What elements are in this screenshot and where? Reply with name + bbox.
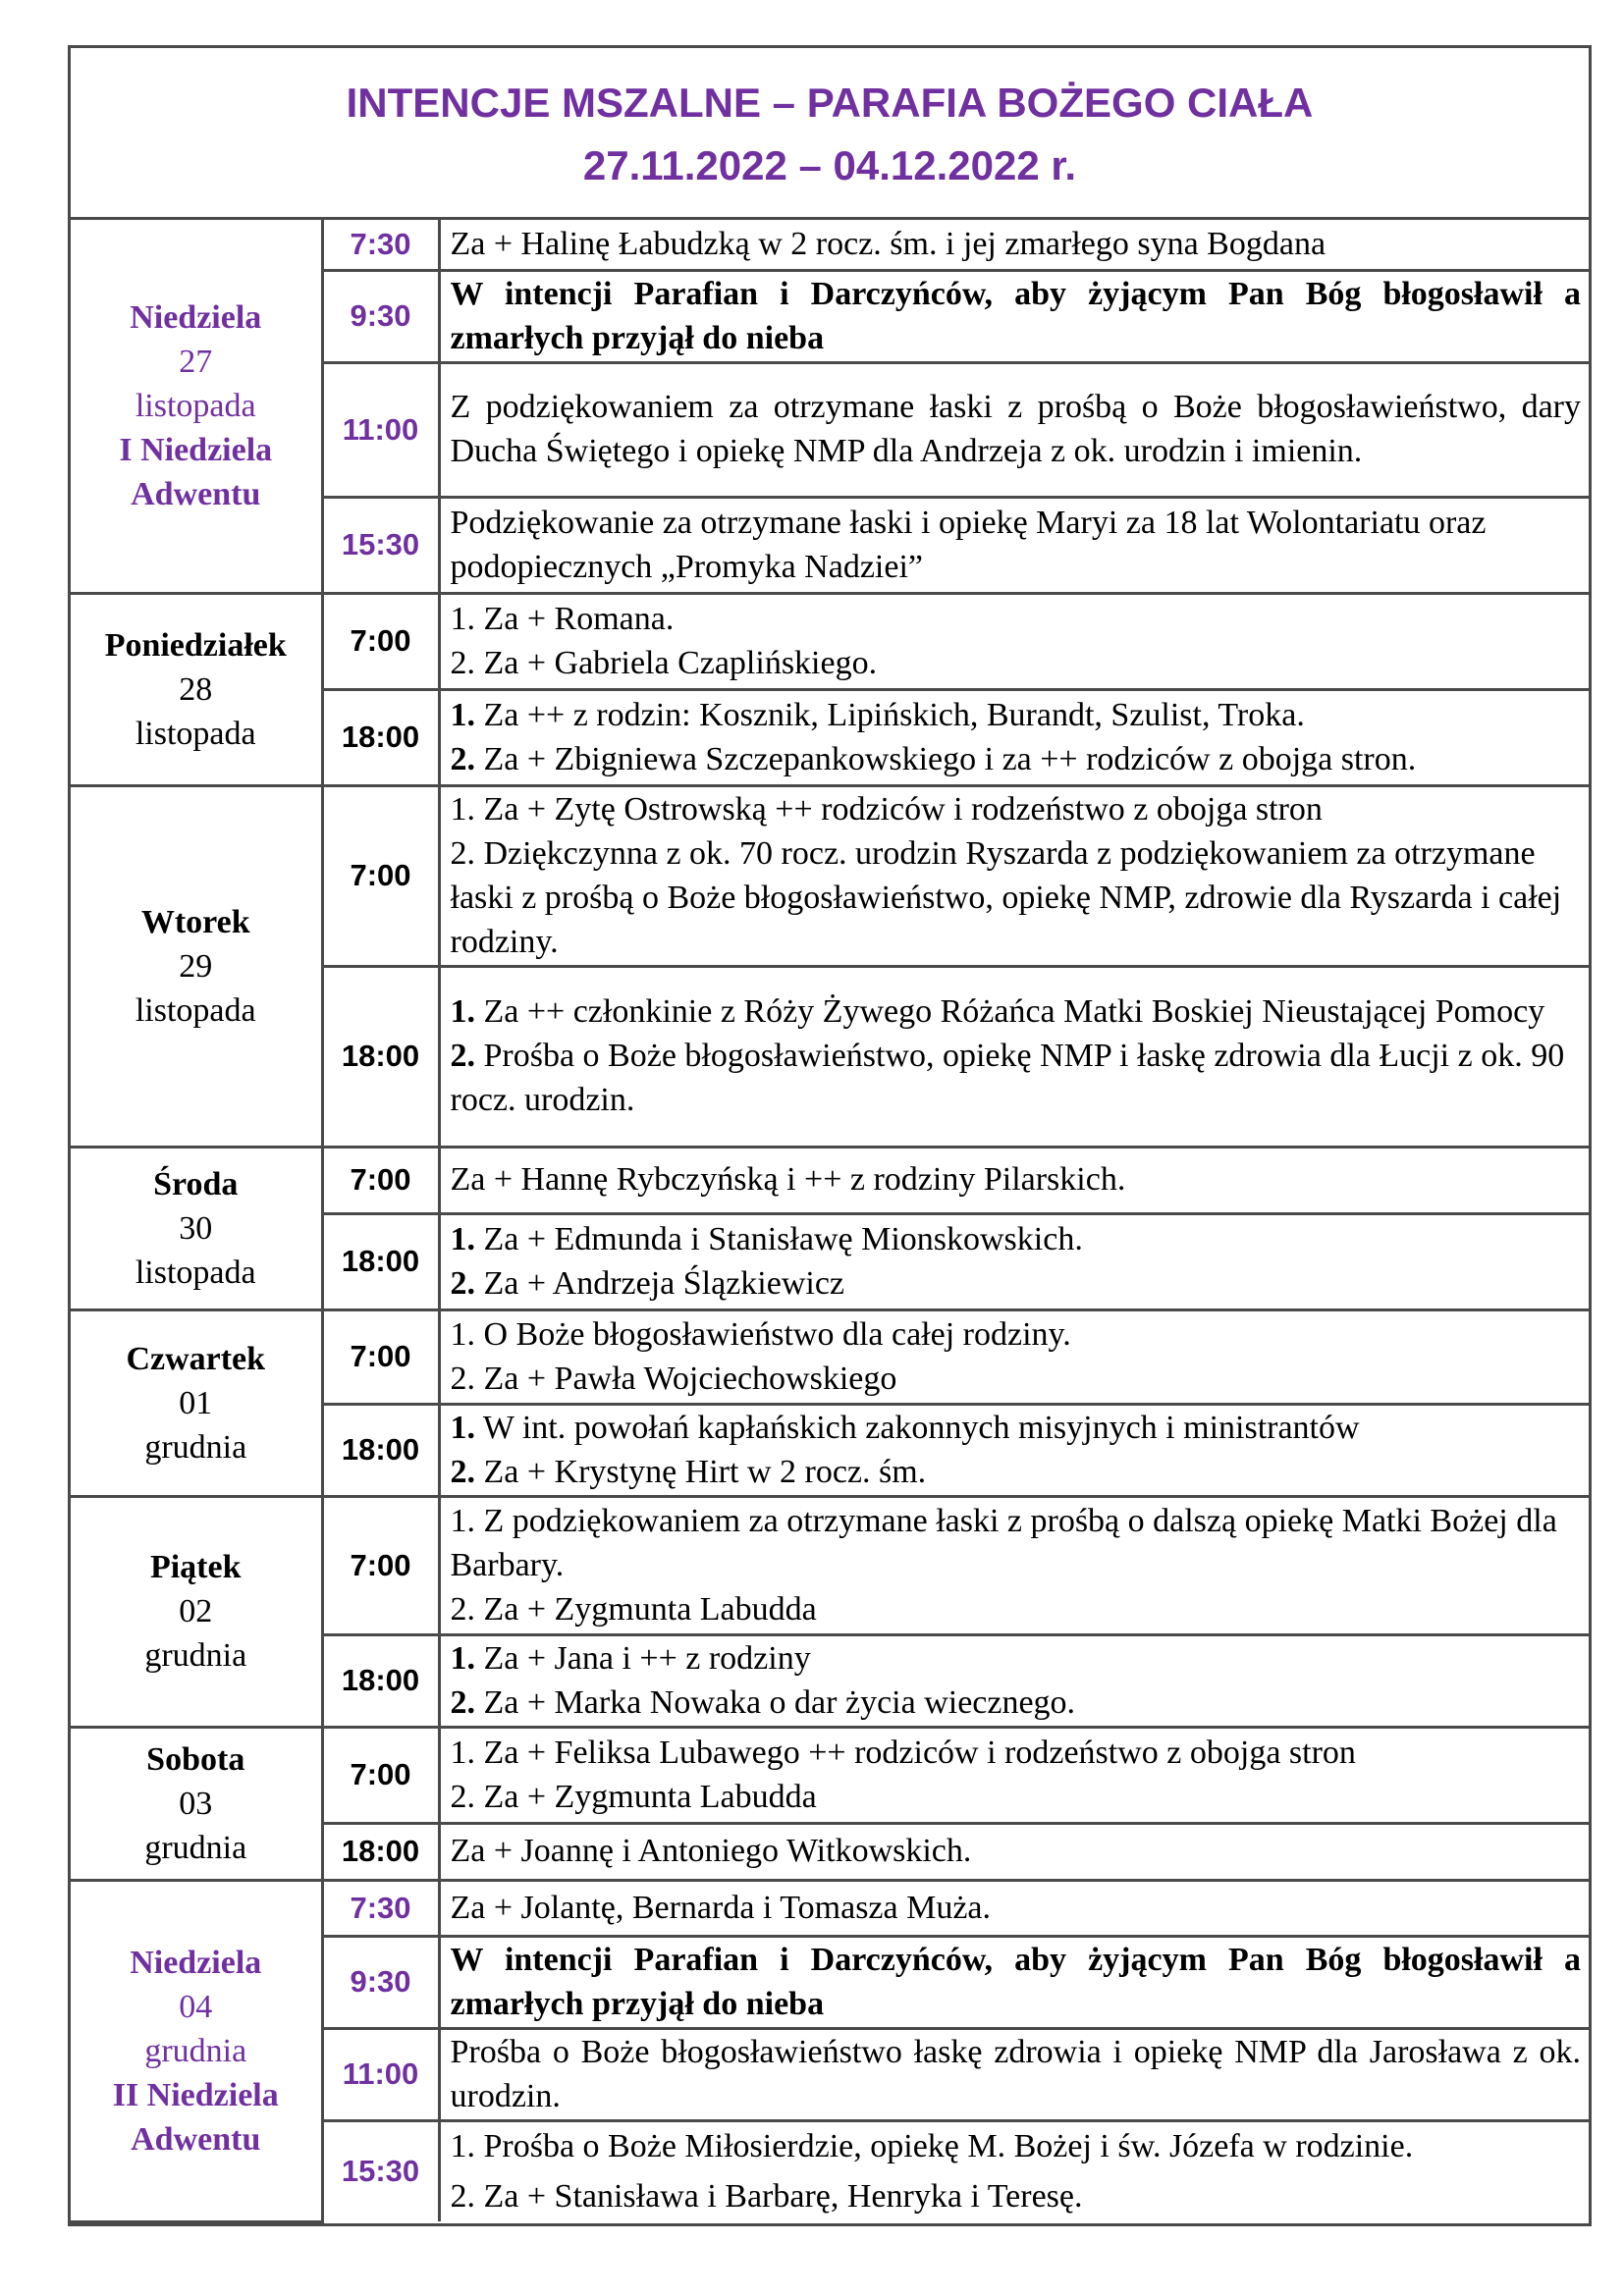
mass-row: [71, 220, 1589, 270]
mass-time: 11:00: [322, 2028, 439, 2120]
mass-intention: 1. Za + Zytę Ostrowską ++ rodziców i rodzeństwo z obojga stron 2. Dziękczynna z ok. 70 rocz. urodzin Ryszarda z podziękowaniem za otrzymane łaski z prośbą o Boże błogosławieństwo, opiekę NMP, zdrowie dla Ryszarda i całej rodziny.: [439, 785, 1589, 966]
day-name: Niedziela: [130, 298, 262, 336]
mass-intention: W intencji Parafian i Darczyńców, aby żyjącym Pan Bóg błogosławił a zmarłych przyjął do nieba: [439, 270, 1589, 362]
mass-intention: Za + Halinę Łabudzką w 2 rocz. śm. i jej zmarłego syna Bogdana: [439, 220, 1589, 270]
day-month: grudnia: [144, 1637, 247, 1674]
mass-intention: W intencji Parafian i Darczyńców, aby żyjącym Pan Bóg błogosławił a zmarłych przyjął do nieba: [439, 1936, 1589, 2028]
mass-time: 18:00: [322, 1823, 439, 1880]
mass-intention: 1. Za + Romana. 2. Za + Gabriela Czaplińskiego.: [439, 593, 1589, 689]
mass-time: 7:00: [322, 1309, 439, 1404]
mass-row: [71, 1496, 1589, 1634]
liturgical-day: I Niedziela: [119, 431, 273, 468]
mass-intention: 1. Za ++ członkinie z Róży Żywego Różańca Matki Boskiej Nieustającej Pomocy 2. Prośba o Boże błogosławieństwo, opiekę NMP i łaskę zdrowia dla Łucji z ok. 90 rocz. urodzin.: [439, 966, 1589, 1147]
title-box: [71, 48, 1589, 220]
mass-time: 7:00: [322, 785, 439, 966]
day-number: 30: [179, 1209, 213, 1247]
day-cell: [71, 1309, 322, 1496]
mass-intention: Z podziękowaniem za otrzymane łaski z prośbą o Boże błogosławieństwo, dary Ducha Świętego i opiekę NMP dla Andrzeja z ok. urodzin i imienin.: [439, 362, 1589, 497]
day-name: Czwartek: [126, 1340, 266, 1377]
day-number: 01: [179, 1384, 213, 1421]
mass-time: 9:30: [322, 270, 439, 362]
mass-time: 15:30: [322, 2120, 439, 2221]
day-month: listopada: [135, 991, 256, 1029]
mass-intention: Za + Jolantę, Bernarda i Tomasza Muża.: [439, 1880, 1589, 1936]
mass-intention: 1. Prośba o Boże Miłosierdzie, opiekę M. Bożej i św. Józefa w rodzinie. 2. Za + Stanisława i Barbarę, Henryka i Teresę.: [439, 2120, 1589, 2221]
mass-time: 18:00: [322, 1404, 439, 1496]
intentions-page: [68, 45, 1592, 2226]
day-cell: [71, 1880, 322, 2221]
mass-intention: Prośba o Boże błogosławieństwo łaskę zdrowia i opiekę NMP dla Jarosława z ok. urodzin.: [439, 2028, 1589, 2120]
day-cell: [71, 220, 322, 593]
page-title: INTENCJE MSZALNE – PARAFIA BOŻEGO CIAŁA: [346, 80, 1314, 126]
liturgical-day: II Niedziela: [112, 2076, 279, 2113]
mass-intention: 1. Za + Jana i ++ z rodziny 2. Za + Marka Nowaka o dar życia wiecznego.: [439, 1634, 1589, 1727]
mass-intention: Podziękowanie za otrzymane łaski i opiekę Maryi za 18 lat Wolontariatu oraz podopiecznych „Promyka Nadziei”: [439, 497, 1589, 593]
mass-intention: 1. Za + Edmunda i Stanisławę Mionskowskich. 2. Za + Andrzeja Ślązkiewicz: [439, 1213, 1589, 1309]
mass-time: 18:00: [322, 966, 439, 1147]
day-number: 29: [179, 947, 213, 985]
mass-intention: 1. W int. powołań kapłańskich zakonnych misyjnych i ministrantów 2. Za + Krystynę Hirt w 2 rocz. śm.: [439, 1404, 1589, 1496]
mass-row: [71, 1309, 1589, 1404]
day-name: Wtorek: [140, 903, 250, 940]
intentions-frame: [68, 45, 1592, 2226]
mass-intentions-table: [71, 220, 1589, 2223]
day-month: grudnia: [144, 2032, 247, 2069]
mass-time: 7:00: [322, 1147, 439, 1213]
day-cell: [71, 785, 322, 1147]
mass-intention: 1. O Boże błogosławieństwo dla całej rodziny. 2. Za + Pawła Wojciechowskiego: [439, 1309, 1589, 1404]
liturgical-day-sub: Adwentu: [131, 2120, 261, 2158]
mass-time: 18:00: [322, 689, 439, 785]
mass-time: 7:30: [322, 220, 439, 270]
day-month: grudnia: [144, 1428, 247, 1466]
day-cell: [71, 593, 322, 785]
mass-time: 7:00: [322, 1496, 439, 1634]
mass-row: [71, 1727, 1589, 1823]
mass-row: [71, 785, 1589, 966]
day-number: 28: [179, 670, 213, 708]
mass-time: 15:30: [322, 497, 439, 593]
mass-intention: Za + Hannę Rybczyńską i ++ z rodziny Pilarskich.: [439, 1147, 1589, 1213]
liturgical-day-sub: Adwentu: [131, 475, 261, 512]
day-month: listopada: [135, 1254, 256, 1291]
date-range: 27.11.2022 – 04.12.2022 r.: [582, 142, 1077, 188]
day-cell: [71, 1496, 322, 1727]
day-number: 27: [179, 343, 213, 380]
day-number: 03: [179, 1785, 213, 1822]
day-name: Środa: [153, 1165, 239, 1202]
mass-time: 18:00: [322, 1634, 439, 1727]
mass-intention: Za + Joannę i Antoniego Witkowskich.: [439, 1823, 1589, 1880]
day-month: listopada: [135, 387, 256, 424]
day-name: Sobota: [146, 1740, 245, 1778]
day-month: listopada: [135, 715, 256, 752]
day-number: 04: [179, 1988, 213, 2025]
day-name: Poniedziałek: [104, 626, 287, 664]
mass-row: [71, 593, 1589, 689]
mass-intention: 1. Z podziękowaniem za otrzymane łaski z prośbą o dalszą opiekę Matki Bożej dla Barbary. 2. Za + Zygmunta Labudda: [439, 1496, 1589, 1634]
mass-time: 7:00: [322, 1727, 439, 1823]
day-cell: [71, 1147, 322, 1309]
mass-intention: 1. Za + Feliksa Lubawego ++ rodziców i rodzeństwo z obojga stron 2. Za + Zygmunta Labudda: [439, 1727, 1589, 1823]
day-name: Niedziela: [130, 1944, 262, 1981]
mass-time: 7:00: [322, 593, 439, 689]
mass-intention: 1. Za ++ z rodzin: Kosznik, Lipińskich, Burandt, Szulist, Troka. 2. Za + Zbigniewa Szczepankowskiego i za ++ rodziców z obojga stron.: [439, 689, 1589, 785]
day-name: Piątek: [149, 1549, 242, 1585]
mass-time: 18:00: [322, 1213, 439, 1309]
mass-row: [71, 1147, 1589, 1213]
day-number: 02: [179, 1593, 213, 1629]
mass-time: 7:30: [322, 1880, 439, 1936]
mass-time: 9:30: [322, 1936, 439, 2028]
mass-row: [71, 1880, 1589, 1936]
day-cell: [71, 1727, 322, 1880]
day-month: grudnia: [144, 1829, 247, 1866]
mass-time: 11:00: [322, 362, 439, 497]
